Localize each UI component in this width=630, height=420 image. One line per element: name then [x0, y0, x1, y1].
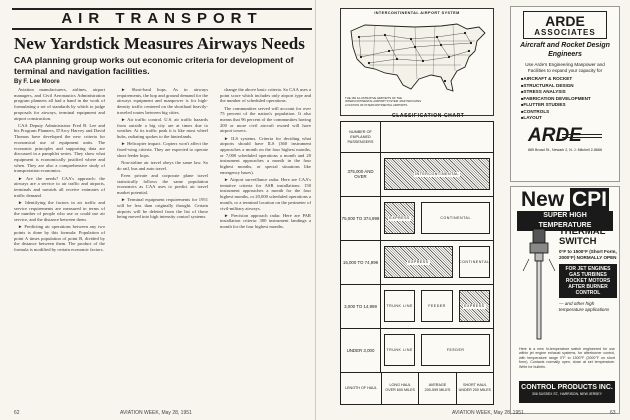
chart-axis-label: AVERAGE [428, 383, 447, 388]
column-paragraph: ► Air traffic control. U.S. air traffic hazards from outside a big city are at times due to weather. At its traffic peak it is like most wheel hubs, radiating spokes to the hinterlands. [117, 117, 208, 140]
article-column-3 [220, 87, 311, 402]
thermal-switch-icon [519, 227, 559, 343]
classification-cell-label: FEEDER [446, 348, 465, 352]
chart-row-label: 15,000 TO 74,999 [341, 240, 381, 284]
cpi-new: New [520, 188, 565, 211]
cpi-advertisement[interactable] [510, 186, 620, 414]
list-item: ■ FLUTTER STUDIES [521, 102, 619, 109]
classification-cell-label: EXPRESS [408, 260, 429, 264]
us-map-graphic [345, 17, 491, 97]
column-paragraph: ► Helicopter impact. Copters won't affect the fixed-wing criteria. They are expected to operate short feeder hops. [117, 141, 208, 158]
chart-axis-label: LENGTH OF HAUL [345, 385, 377, 390]
list-item: ■ STRUCTURAL DESIGN [521, 83, 619, 90]
chart-axis-label: LONG HAUL [389, 383, 411, 388]
arde-address: 889 Broad St., Newark 2, N. J. Mitchell 2-8666 [528, 147, 602, 152]
column-paragraph: CAA Deputy Administrator Fred B. Lee and his Program Planners, D'Arcy Harvey and David Thomas have developed the new criteria for economical use of equipment units. The economic principles and supporting data are discussed in a pamphlet series. They show what equipment is economically justified where and when. They are also a comprehensive study of transportation economics. [14, 122, 105, 174]
column-paragraph: Even private and corporate plane travel statistically follows the same population economics as CAA uses to predict air travel market potential. [117, 172, 208, 195]
page-number-left: 62 [14, 410, 20, 416]
arde-logo-arrow-icon [562, 134, 602, 138]
section-banner [12, 8, 312, 30]
chart-row-label: 75,000 TO 374,999 [341, 196, 381, 240]
cpi-company: CONTROL PRODUCTS INC. [521, 384, 613, 391]
classification-cell [421, 202, 490, 234]
chart-axis-cell [418, 372, 455, 404]
footer-issue-right: AVIATION WEEK, May 28, 1951 [452, 410, 524, 416]
column-paragraph: ► ILS systems. Criteria for deciding what airports should have ILS (360 instrument approaches a month on the four highest months, or 7,000 scheduled operations a month and 20 instrument approaches a month in the four highest months, or special situations like emergency bases). [220, 135, 311, 175]
classification-cell-label: TRUNK LINE [386, 304, 413, 308]
article-column-1 [14, 87, 105, 402]
column-paragraph: Aviation manufacturers, airlines, airport managers, and Civil Aeronautics Administration program planners all had a hand in the work of formulating a set of standards by which to judge proposals for airways, terminal equipment and airport construction. [14, 87, 105, 121]
classification-cell-label: EXPRESS [389, 216, 410, 220]
arde-logo-text: ARDE [528, 124, 582, 146]
chart-header-label: NUMBER OF ENPLANED PASSENGERS [341, 122, 381, 152]
arde-advertisement[interactable] [510, 6, 620, 182]
cpi-brand: CPI [572, 188, 608, 211]
arde-logo [528, 126, 602, 146]
cpi-company-box [519, 381, 615, 403]
column-paragraph: ► Short-haul hops. As in airways requirements, the hop and ground demand for the airways equipment and manpower is for high-density traffic centered on the shorthaul heavily-traveled routes between big cities. [117, 87, 208, 115]
classification-cell-label: EXPRESS [464, 304, 485, 308]
classification-cell [459, 290, 490, 322]
cpi-product: THERMAL SWITCH [559, 226, 606, 247]
arde-name2: ASSOCIATES [534, 28, 596, 37]
classification-cell [459, 246, 490, 278]
article-headline: New Yardstick Measures Airways Needs [14, 34, 305, 53]
column-paragraph: ► Airport surveillance radar. Here are CAA's tentative criteria for ASR installations: 150 instrument approaches a month for the four highest months, or 20,000 scheduled operations a month, or a terminal location on the perimeter of civil-military airways. [220, 177, 311, 211]
map-legend: THE 150 ILLUSTRATIVE AIRPORTS OF THE INTERCONTINENTAL AIRPORT SYSTEM. MAP INDICATES LOCATION OF INTERCONTINENTAL AIRPORTS. [345, 96, 422, 107]
classification-cell-label: INTERCONTINENTAL [415, 172, 459, 176]
column-paragraph: ► Precision approach radar. Here are PAR installation criteria: 300 instrument landings a month for the four highest months. [220, 212, 311, 230]
chart-row-label: 3,000 TO 14,999 [341, 284, 381, 328]
cpi-range: 0°F to 1500°F (Short Form, 2000°F) NORMALLY OPEN [559, 249, 617, 260]
classification-cell-label: TRUNK LINE [386, 348, 413, 352]
classification-cell-label: CONTINENTAL [440, 216, 471, 220]
classification-cell [384, 158, 490, 190]
article-column-2 [117, 87, 208, 402]
cpi-company-address: 306 SUSSEX ST., HARRISON, NEW JERSEY [532, 392, 602, 396]
page-number-right: 63 [610, 410, 616, 416]
cpi-product-text [559, 227, 617, 312]
chart-axis-sublabel: 200-599 MILES [424, 388, 451, 392]
column-paragraph: change the above basic criteria. So CAA uses a point score which includes only airport type and the number of scheduled operations. [220, 87, 311, 104]
list-item: ■ AIRCRAFT & ROCKET [521, 76, 619, 83]
cpi-strip: SUPER HIGH TEMPERATURE [517, 211, 613, 231]
column-paragraph: ► Terminal equipment requirements for 1951 will be less than originally thought. Certain airports will be deleted from the list of those being moved into high intensity control systems. [117, 197, 208, 220]
list-item: ■ CONTROLS [521, 109, 619, 116]
classification-cell [384, 334, 415, 366]
chart-row-label: 375,000 AND OVER [341, 152, 381, 196]
footer-issue-left: AVIATION WEEK, May 28, 1951 [120, 410, 192, 416]
cpi-extra: — and other high temperature applications [559, 301, 610, 312]
column-paragraph: ► Are the needs? CAA's approach: the airways are a service to air traffic and airports, terminals and navaids all receive estimates of traffic demand. [14, 175, 105, 198]
classification-cell [421, 290, 452, 322]
list-item: ■ FABRICATION DEVELOPMENT [521, 96, 619, 103]
arde-name-box [523, 11, 607, 39]
section-title: AIR TRANSPORT [61, 10, 263, 27]
arde-body: Use Arde's Engineering Manpower and Facilities to expand your capacity for [525, 62, 605, 73]
arde-name: ARDE [545, 13, 585, 29]
classification-cell [384, 290, 415, 322]
chart-axis-sublabel: OVER 600 MILES [385, 388, 416, 392]
classification-cell [421, 334, 490, 366]
cpi-headline [511, 189, 619, 211]
classification-chart [340, 121, 494, 405]
airport-system-map [340, 8, 494, 116]
classification-cell [384, 202, 415, 234]
list-item: ■ STRESS ANALYSIS [521, 89, 619, 96]
classification-cell-label: FEEDER [428, 304, 446, 308]
classification-cell [384, 246, 453, 278]
article-deck: CAA planning group works out economic criteria for development of terminal and navigation facilities. [14, 55, 294, 76]
chart-axis-cell [456, 372, 493, 404]
chart-row-label: UNDER 3,000 [341, 328, 381, 372]
column-paragraph: ► Predicting air operations between any two points is done by this formula: Population of point A times population of point B, divided by the distance between them. The product of the formula is modified by certain economic factors. [14, 224, 105, 252]
cpi-description: Here is a new hi-temperature switch engineered for use within jet engine exhaust systems, for afterburner control, with temperature range 0°F to 1500°F (2000°F on short form). Contacts normally open, close at set temperature. Write for bulletin. [519, 347, 615, 369]
article-byline: By F. Lee Moore [14, 79, 60, 85]
column-paragraph: ► Identifying the factors in air traffic and service requirements are measured in terms of the number of people who use or could use air service, and the distance between them. [14, 199, 105, 222]
column-paragraph: The communities served will account for over 75 percent of the nation's population. It also means that 96 percent of the communities having 200 or more civil aircraft owned will have airport towers. [220, 105, 311, 134]
chart-axis-sublabel: UNDER 200 MILES [458, 388, 492, 392]
chart-axis-label: SHORT HAUL [463, 383, 487, 388]
list-item: ■ LAYOUT [521, 115, 619, 122]
map-title: INTERCONTINENTAL AIRPORT SYSTEM [374, 11, 460, 15]
arde-services-list [521, 76, 619, 122]
chart-axis-cell [341, 372, 381, 404]
classification-cell-label: CONTINENTAL [459, 260, 490, 264]
cpi-highlight: FOR JET ENGINES GAS TURBINES ROCKET MOTORS AFTER BURNER CONTROL [559, 264, 617, 298]
chart-title: CLASSIFICATION CHART [392, 113, 465, 119]
arde-tagline: Aircraft and Rocket Design Engineers [520, 42, 610, 58]
column-paragraph: Non-airline air travel obeys the same law. So do rail, bus and auto travel. [117, 159, 208, 171]
chart-axis-cell [381, 372, 418, 404]
